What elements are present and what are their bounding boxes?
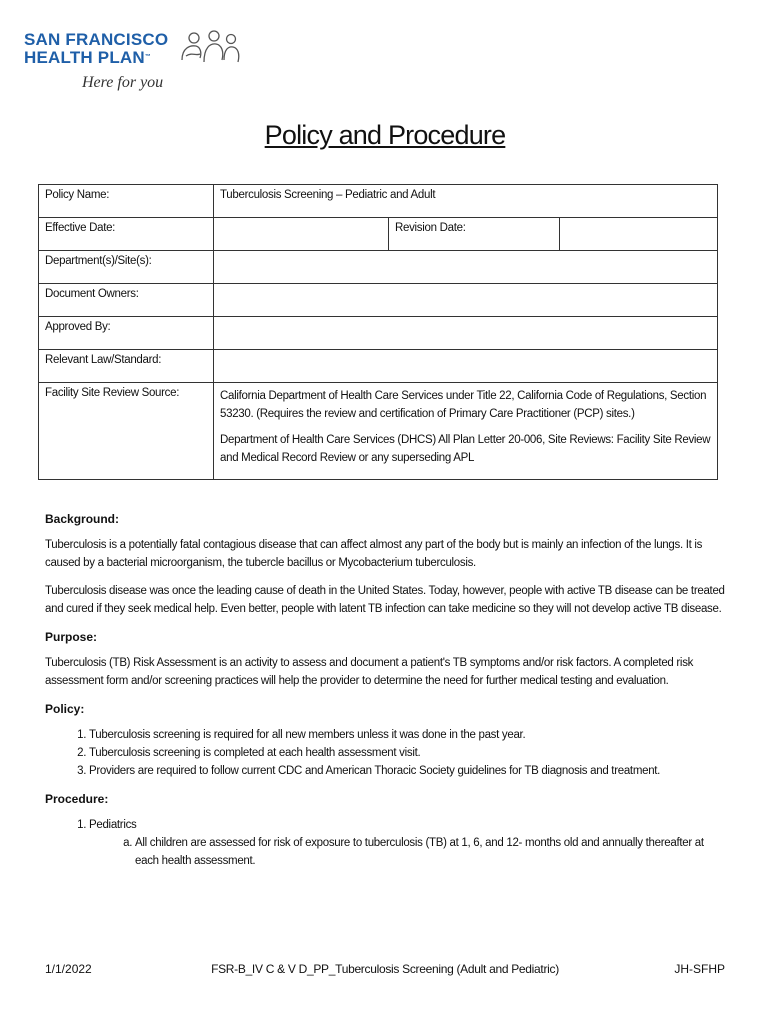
footer-document-id: FSR-B_IV C & V D_PP_Tuberculosis Screening (Adult and Pediatric)	[211, 962, 559, 976]
fsr-source-value	[214, 383, 718, 480]
logo-line-1: SAN FRANCISCO	[24, 30, 169, 49]
approved-by-value	[214, 317, 718, 350]
table-row	[39, 317, 718, 350]
footer-date: 1/1/2022	[45, 962, 92, 976]
family-figures-icon	[176, 30, 246, 70]
footer-owner-code: JH-SFHP	[674, 962, 725, 976]
procedure-sublist	[89, 834, 725, 870]
purpose-heading: Purpose:	[45, 630, 98, 644]
departments-value	[214, 251, 718, 284]
list-item: 2. Tuberculosis screening is completed at each health assessment visit.	[89, 744, 725, 762]
logo-tagline: Here for you	[82, 74, 164, 91]
list-item: a. All children are assessed for risk of exposure to tuberculosis (TB) at 1, 6, and 12- months old and annually thereafter at each health assessment.	[135, 834, 725, 870]
background-heading: Background:	[45, 512, 120, 526]
logo-line-2: HEALTH PLAN™	[24, 48, 152, 67]
relevant-law-label: Relevant Law/Standard:	[39, 350, 214, 383]
approved-by-label: Approved By:	[39, 317, 214, 350]
procedure-heading: Procedure:	[45, 792, 109, 806]
table-row	[39, 251, 718, 284]
revision-date-value	[560, 218, 718, 251]
list-item	[89, 816, 725, 870]
table-row	[39, 383, 718, 480]
background-paragraph-2: Tuberculosis disease was once the leading cause of death in the United States. Today, however, people with active TB disease can be treated and cured if they seek medical help. Even better, people with latent TB infection can take medicine so they will not develop active TB disease.	[45, 585, 725, 615]
table-row	[39, 218, 718, 251]
list-item: 1. Tuberculosis screening is required for all new members unless it was done in the past year.	[89, 726, 725, 744]
policy-name-value: Tuberculosis Screening – Pediatric and Adult	[214, 185, 718, 218]
list-item: 3. Providers are required to follow current CDC and American Thoracic Society guidelines for TB diagnosis and treatment.	[89, 762, 725, 780]
procedure-item-pediatrics: Pediatrics	[89, 819, 137, 831]
policy-info-table	[38, 184, 718, 480]
policy-name-label: Policy Name:	[39, 185, 214, 218]
revision-date-label: Revision Date:	[389, 218, 560, 251]
table-row	[39, 350, 718, 383]
table-row	[39, 185, 718, 218]
sfhp-logo	[24, 30, 254, 96]
policy-list	[45, 726, 725, 780]
effective-date-value	[214, 218, 389, 251]
fsr-source-paragraph-2: Department of Health Care Services (DHCS) All Plan Letter 20-006, Site Reviews: Facility Site Review and Medical Record Review or any superseding APL	[220, 434, 711, 464]
departments-label: Department(s)/Site(s):	[39, 251, 214, 284]
fsr-source-label: Facility Site Review Source:	[39, 383, 214, 480]
document-owners-label: Document Owners:	[39, 284, 214, 317]
document-body	[45, 510, 725, 880]
effective-date-label: Effective Date:	[39, 218, 214, 251]
fsr-source-paragraph-1: California Department of Health Care Services under Title 22, California Code of Regulations, Section 53230. (Requires the review and certification of Primary Care Practitioner (PCP) sites.)	[220, 390, 707, 420]
purpose-paragraph: Tuberculosis (TB) Risk Assessment is an activity to assess and document a patient's TB symptoms and/or risk factors. A completed risk assessment form and/or screening practices will help the provider to determine the need for further medical testing and evaluation.	[45, 657, 694, 687]
procedure-list	[45, 816, 725, 870]
policy-heading: Policy:	[45, 702, 85, 716]
background-paragraph-1: Tuberculosis is a potentially fatal contagious disease that can affect almost any part of the body but is mainly an infection of the lungs. It is caused by a bacterial microorganism, the tubercle bacillus or Mycobacterium tuberculosis.	[45, 539, 703, 569]
table-row	[39, 284, 718, 317]
page-title: Policy and Procedure	[264, 120, 506, 150]
relevant-law-value	[214, 350, 718, 383]
document-owners-value	[214, 284, 718, 317]
